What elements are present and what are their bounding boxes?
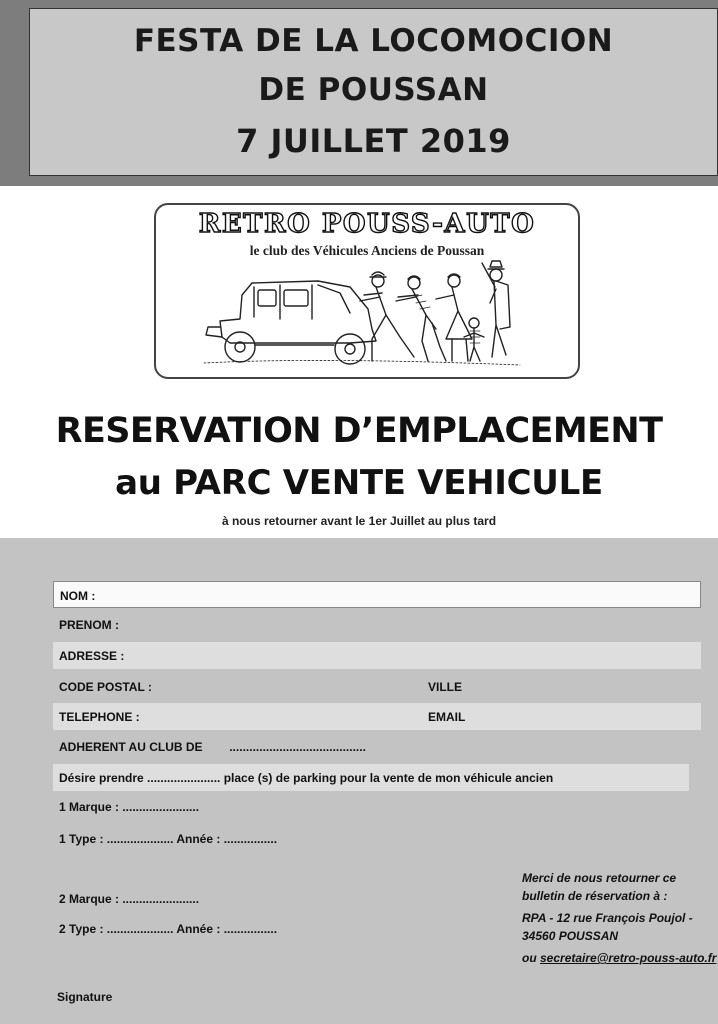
prenom-field[interactable] xyxy=(53,611,701,638)
desire-field[interactable] xyxy=(53,764,689,791)
logo-title: RETRO POUSS-AUTO xyxy=(198,209,536,239)
code-postal-label: CODE POSTAL : xyxy=(59,680,152,694)
adherent-label: ADHERENT AU CLUB DE ......................................... xyxy=(59,740,366,754)
type2-label: 2 Type : .................... Année : ................ xyxy=(59,922,278,936)
adresse-label: ADRESSE : xyxy=(59,649,125,663)
ville-label: VILLE xyxy=(428,680,463,694)
club-logo xyxy=(154,203,580,379)
event-title-line1: FESTA DE LA LOCOMOCION xyxy=(133,23,614,59)
telephone-label: TELEPHONE : xyxy=(59,710,140,724)
people-pushing-car-illustration xyxy=(200,257,530,375)
email-prefix: ou xyxy=(522,951,540,965)
deadline-note: à nous retourner avant le 1er Juillet au plus tard xyxy=(221,514,497,528)
prenom-label: PRENOM : xyxy=(59,618,119,632)
header-box xyxy=(29,8,718,176)
telephone-email-field[interactable] xyxy=(53,703,701,730)
return-note: Merci de nous retourner ce bulletin de réservation à : xyxy=(522,871,677,903)
marque2-label: 2 Marque : ....................... xyxy=(59,892,200,906)
event-date: 7 JUILLET 2019 xyxy=(236,122,511,160)
event-title-line2: DE POUSSAN xyxy=(258,72,489,108)
adherent-field[interactable] xyxy=(53,733,701,760)
nom-field[interactable] xyxy=(53,581,701,608)
form-title: RESERVATION D’EMPLACEMENT xyxy=(55,411,663,451)
return-email-line xyxy=(522,949,718,967)
adresse-field[interactable] xyxy=(53,642,701,669)
marque1-label: 1 Marque : ....................... xyxy=(59,800,200,814)
form-subtitle: au PARC VENTE VEHICULE xyxy=(115,463,603,503)
nom-label: NOM : xyxy=(60,589,96,603)
return-address: RPA - 12 rue François Poujol - 34560 POUSSAN xyxy=(522,911,693,943)
contact-email-link[interactable]: secretaire@retro-pouss-auto.fr xyxy=(540,951,717,965)
return-instructions xyxy=(522,869,718,971)
type1-label: 1 Type : .................... Année : ................ xyxy=(59,832,278,846)
desire-label: Désire prendre ...................... place (s) de parking pour la vente de mon véhicule ancien xyxy=(59,771,554,785)
signature-label: Signature xyxy=(57,990,113,1004)
code-postal-ville-field[interactable] xyxy=(53,673,701,700)
email-label: EMAIL xyxy=(428,710,466,724)
logo-subtitle: le club des Véhicules Anciens de Poussan xyxy=(249,243,485,258)
